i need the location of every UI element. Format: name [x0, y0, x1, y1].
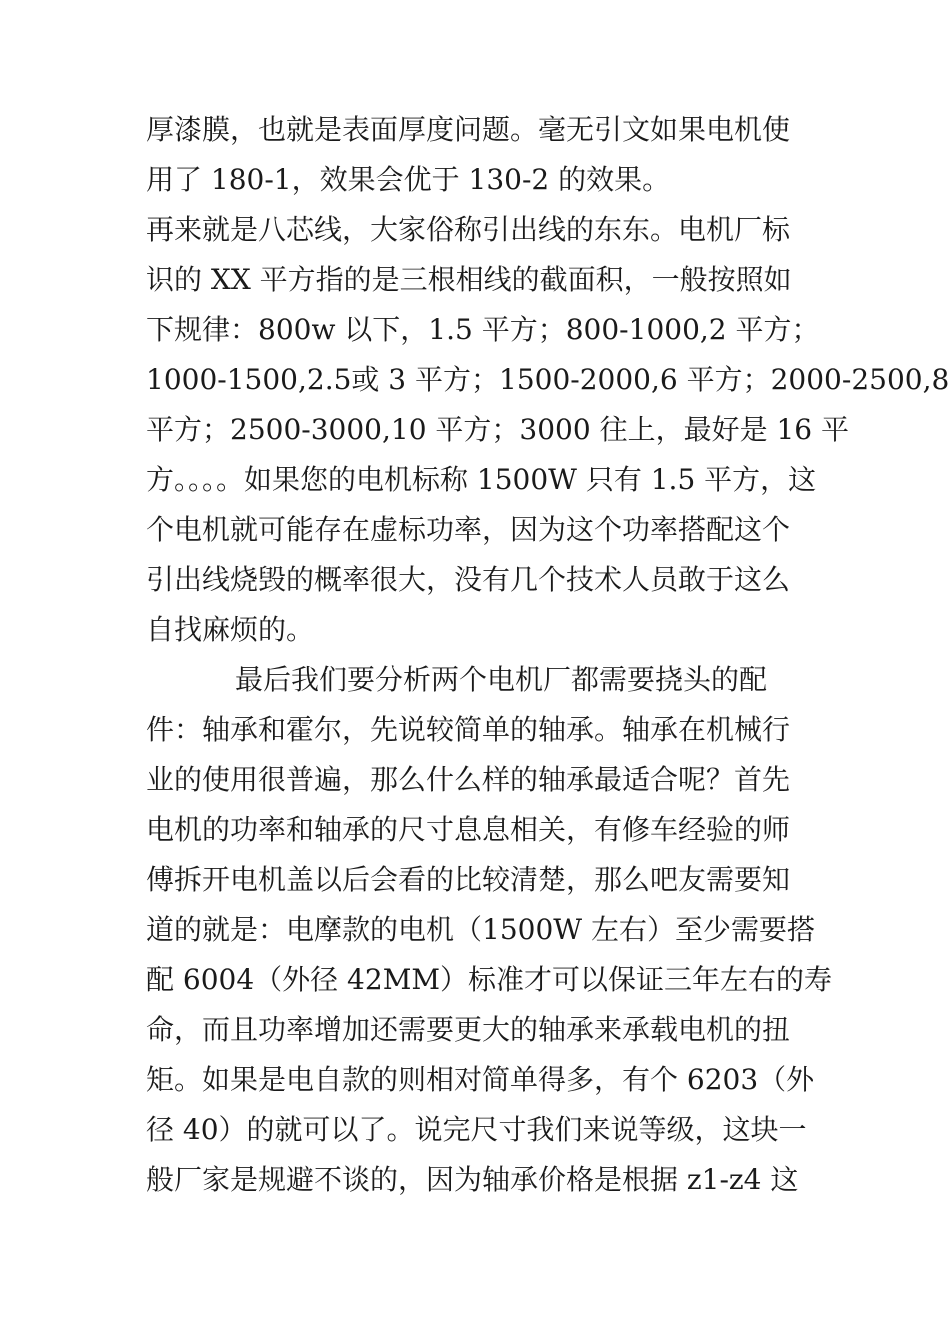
text-line: 件：轴承和霍尔，先说较简单的轴承。轴承在机械行 [146, 713, 791, 746]
text-line: 配 6004（外径 42MM）标准才可以保证三年左右的寿 [146, 963, 833, 996]
text-line: 般厂家是规避不谈的，因为轴承价格是根据 z1-z4 这 [146, 1163, 799, 1196]
text-line: 自找麻烦的。 [146, 613, 315, 646]
text-line: 径 40）的就可以了。说完尺寸我们来说等级，这块一 [146, 1113, 807, 1146]
text-line: 引出线烧毁的概率很大，没有几个技术人员敢于这么 [146, 563, 791, 596]
text-line: 命，而且功率增加还需要更大的轴承来承载电机的扭 [146, 1013, 791, 1046]
text-line: 道的就是：电摩款的电机（1500W 左右）至少需要搭 [146, 913, 815, 946]
text-line: 个电机就可能存在虚标功率，因为这个功率搭配这个 [146, 513, 791, 546]
text-line: 电机的功率和轴承的尺寸息息相关，有修车经验的师 [146, 813, 791, 846]
text-line: 傅拆开电机盖以后会看的比较清楚，那么吧友需要知 [146, 863, 791, 896]
text-line: 厚漆膜，也就是表面厚度问题。毫无引文如果电机使 [146, 113, 791, 146]
text-line: 用了 180-1，效果会优于 130-2 的效果。 [146, 163, 671, 196]
text-line: 最后我们要分析两个电机厂都需要挠头的配 [146, 663, 768, 696]
body-text [146, 105, 950, 1205]
text-line: 业的使用很普遍，那么什么样的轴承最适合呢？首先 [146, 763, 791, 796]
text-line: 再来就是八芯线，大家俗称引出线的东东。电机厂标 [146, 213, 791, 246]
text-line: 矩。如果是电自款的则相对简单得多，有个 6203（外 [146, 1063, 815, 1096]
text-line: 下规律：800w 以下，1.5 平方；800-1000,2 平方； [146, 313, 820, 346]
text-line: 识的 XX 平方指的是三根相线的截面积，一般按照如 [146, 263, 792, 296]
text-line: 平方；2500-3000,10 平方；3000 往上，最好是 16 平 [146, 413, 849, 446]
text-line: 1000-1500,2.5或 3 平方；1500-2000,6 平方；2000-2500,8 [146, 363, 950, 396]
text-line: 方。。。。如果您的电机标称 1500W 只有 1.5 平方，这 [146, 463, 817, 496]
